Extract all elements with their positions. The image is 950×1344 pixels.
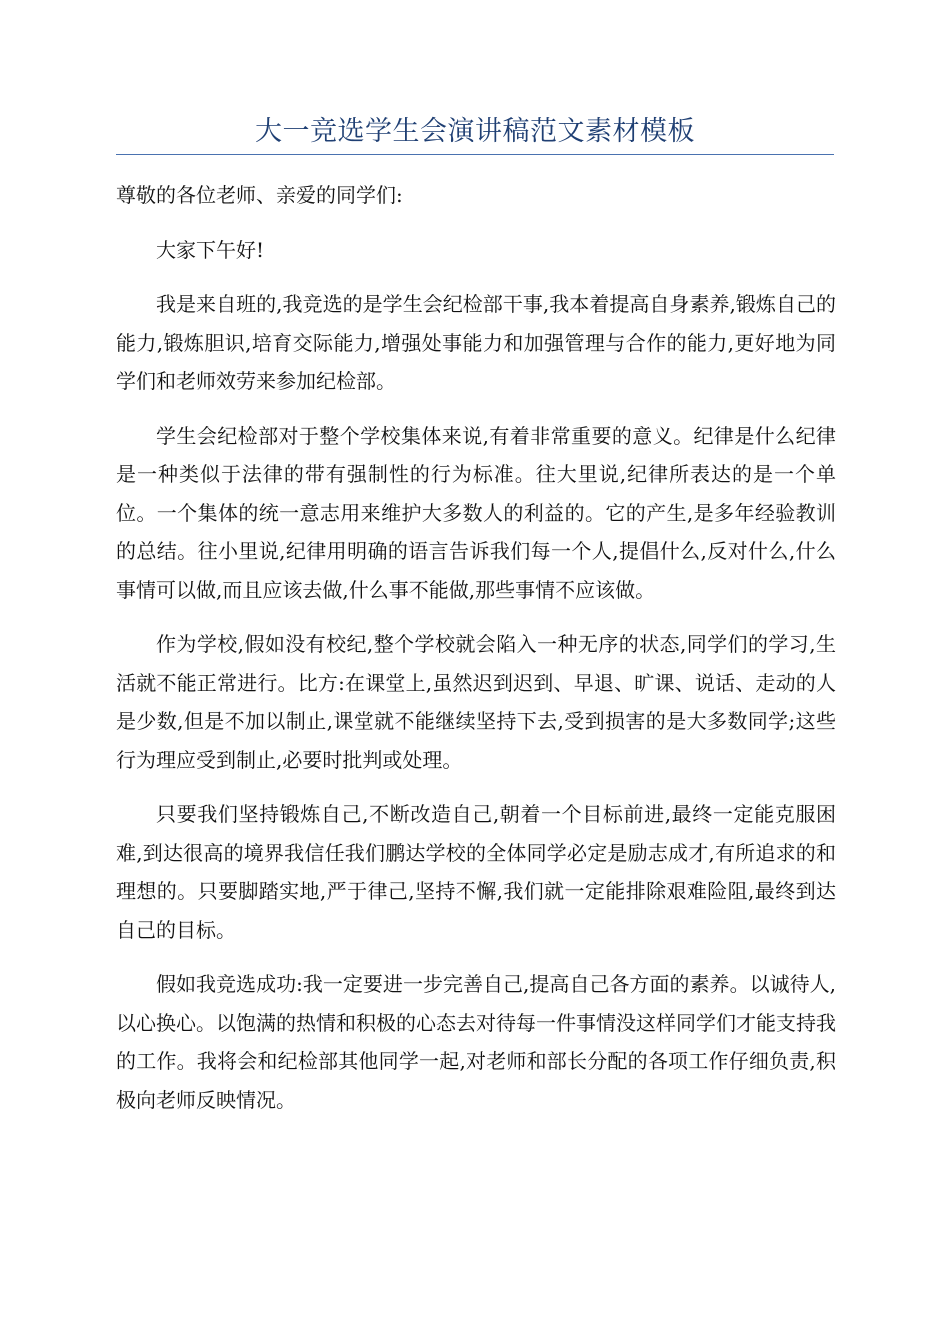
salutation: 尊敬的各位老师、亲爱的同学们: [116, 183, 403, 207]
document-title: 大一竞选学生会演讲稿范文素材模板 [255, 116, 695, 147]
paragraph-goals: 只要我们坚持锻炼自己,不断改造自己,朝着一个目标前进,最终一定能克服困难,到达很高的境界我信任我们鹏达学校的全体同学必定是励志成才,有所追求的和理想的。只要脚踏实地,严于律己,坚持不懈,我们就一定能排除艰难险阻,最终到达自己的目标。 [116, 802, 836, 942]
paragraph-school-discipline: 作为学校,假如没有校纪,整个学校就会陷入一种无序的状态,同学们的学习,生活就不能正常进行。比方:在课堂上,虽然迟到迟到、早退、旷课、说话、走动的人是少数,但是不加以制止,课堂就不能继续坚持下去,受到损害的是大多数同学;这些行为理应受到制止,必要时批判或处理。 [116, 632, 836, 772]
paragraph-importance: 学生会纪检部对于整个学校集体来说,有着非常重要的意义。纪律是什么纪律是一种类似于法律的带有强制性的行为标准。往大里说,纪律所表达的是一个单位。一个集体的统一意志用来维护大多数人的利益的。它的产生,是多年经验教训的总结。往小里说,纪律用明确的语言告诉我们每一个人,提倡什么,反对什么,什么事情可以做,而且应该去做,什么事不能做,那些事情不应该做。 [116, 423, 836, 602]
paragraph-greeting: 大家下午好! [156, 237, 265, 262]
title-underline [116, 154, 834, 155]
document-body [116, 176, 836, 1135]
paragraph-introduction: 我是来自班的,我竞选的是学生会纪检部干事,我本着提高自身素养,锻炼自己的能力,锻炼胆识,培育交际能力,增强处事能力和加强管理与合作的能力,更好地为同学们和老师效劳来参加纪检部。 [116, 292, 836, 393]
paragraph-commitment: 假如我竞选成功:我一定要进一步完善自己,提高自己各方面的素养。以诚待人,以心换心。以饱满的热情和积极的心态去对待每一件事情没这样同学们才能支持我的工作。我将会和纪检部其他同学一起,对老师和部长分配的各项工作仔细负责,积极向老师反映情况。 [116, 972, 836, 1112]
